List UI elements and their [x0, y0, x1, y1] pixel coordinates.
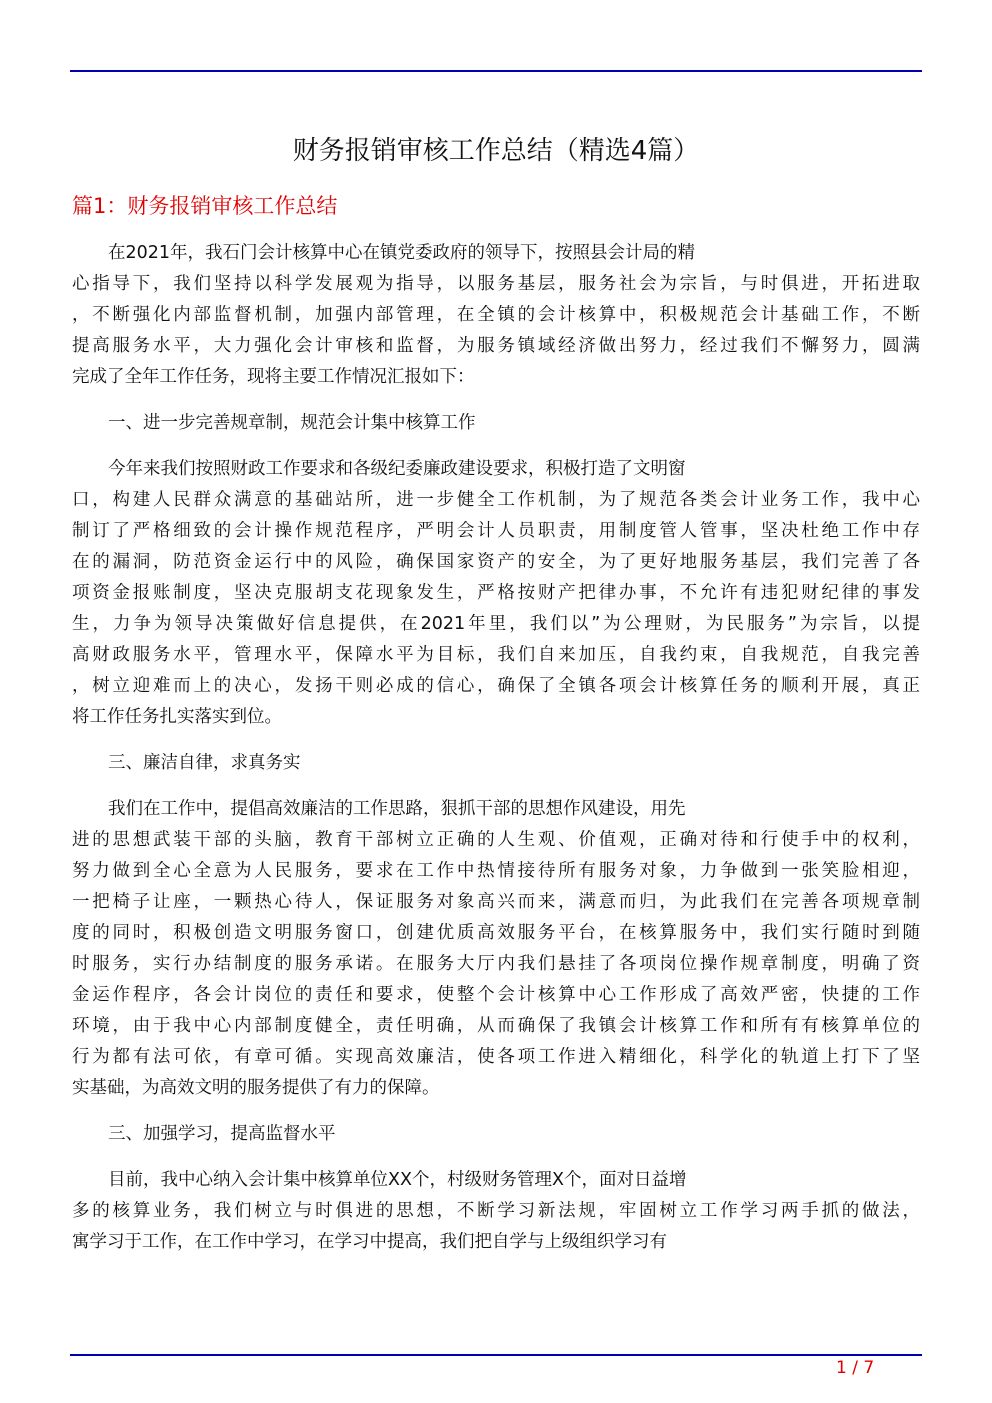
text-line: 一把椅子让座，一颗热心待人，保证服务对象高兴而来，满意而归，为此我们在完善各项规章制 — [72, 892, 920, 912]
text-line: 生，力争为领导决策做好信息提供，在2021年里，我们以”为公理财，为民服务”为宗旨，以提 — [72, 614, 920, 634]
text-line: 项资金报账制度，坚决克服胡支花现象发生，严格按财产把律办事，不允许有违犯财纪律的事发 — [72, 583, 920, 603]
section-heading: 三、加强学习，提高监督水平 — [108, 1124, 336, 1144]
text-line: 努力做到全心全意为人民服务，要求在工作中热情接待所有服务对象，力争做到一张笑脸相迎， — [72, 861, 920, 881]
text-line: 目前，我中心纳入会计集中核算单位XX个，村级财务管理X个，面对日益增 — [108, 1170, 687, 1190]
text-line: 心指导下，我们坚持以科学发展观为指导，以服务基层，服务社会为宗旨，与时俱进，开拓进取 — [72, 274, 920, 294]
document-body — [72, 238, 920, 1273]
text-line: 寓学习于工作，在工作中学习，在学习中提高，我们把自学与上级组织学习有 — [72, 1232, 667, 1252]
paragraph — [72, 794, 920, 1104]
section-title: 篇1：财务报销审核工作总结 — [72, 194, 338, 218]
text-line: 时服务，实行办结制度的服务承诺。在服务大厅内我们悬挂了各项岗位操作规章制度，明确了资 — [72, 954, 920, 974]
text-line: 在2021年，我石门会计核算中心在镇党委政府的领导下，按照县会计局的精 — [108, 243, 696, 263]
section-heading: 一、进一步完善规章制，规范会计集中核算工作 — [108, 413, 476, 433]
header-rule — [70, 70, 922, 72]
text-line: 制订了严格细致的会计操作规范程序，严明会计人员职责，用制度管人管事，坚决杜绝工作中存 — [72, 521, 920, 541]
text-line: 将工作任务扎实落实到位。 — [72, 707, 282, 727]
text-line: 我们在工作中，提倡高效廉洁的工作思路，狠抓干部的思想作风建设，用先 — [108, 799, 686, 819]
text-line: ，树立迎难而上的决心，发扬干则必成的信心，确保了全镇各项会计核算任务的顺利开展，真正 — [72, 676, 920, 696]
footer-rule — [70, 1354, 922, 1356]
text-line: 行为都有法可依，有章可循。实现高效廉洁，使各项工作进入精细化，科学化的轨道上打下了坚 — [72, 1047, 920, 1067]
text-line: 口，构建人民群众满意的基础站所，进一步健全工作机制，为了规范各类会计业务工作，我中心 — [72, 490, 920, 510]
page-number: 1 / 7 — [836, 1358, 875, 1378]
paragraph — [72, 1165, 920, 1258]
document-title: 财务报销审核工作总结（精选4篇） — [292, 136, 700, 166]
text-line: 进的思想武装干部的头脑，教育干部树立正确的人生观、价值观，正确对待和行使手中的权利， — [72, 830, 920, 850]
text-line: 高财政服务水平，管理水平，保障水平为目标，我们自来加压，自我约束，自我规范，自我完善 — [72, 645, 920, 665]
text-line: 今年来我们按照财政工作要求和各级纪委廉政建设要求，积极打造了文明窗 — [108, 459, 686, 479]
text-line: ，不断强化内部监督机制，加强内部管理，在全镇的会计核算中，积极规范会计基础工作，不断 — [72, 305, 920, 325]
paragraph — [72, 454, 920, 733]
paragraph — [72, 238, 920, 393]
text-line: 实基础，为高效文明的服务提供了有力的保障。 — [72, 1078, 440, 1098]
text-line: 金运作程序，各会计岗位的责任和要求，使整个会计核算中心工作形成了高效严密，快捷的工作 — [72, 985, 920, 1005]
text-line: 多的核算业务，我们树立与时俱进的思想，不断学习新法规，牢固树立工作学习两手抓的做法， — [72, 1201, 920, 1221]
text-line: 环境，由于我中心内部制度健全，责任明确，从而确保了我镇会计核算工作和所有有核算单位的 — [72, 1016, 920, 1036]
text-line: 在的漏洞，防范资金运行中的风险，确保国家资产的安全，为了更好地服务基层，我们完善了各 — [72, 552, 920, 572]
text-line: 度的同时，积极创造文明服务窗口，创建优质高效服务平台，在核算服务中，我们实行随时到随 — [72, 923, 920, 943]
text-line: 提高服务水平，大力强化会计审核和监督，为服务镇域经济做出努力，经过我们不懈努力，圆满 — [72, 336, 920, 356]
text-line: 完成了全年工作任务，现将主要工作情况汇报如下： — [72, 367, 475, 387]
section-heading: 三、廉洁自律，求真务实 — [108, 753, 301, 773]
